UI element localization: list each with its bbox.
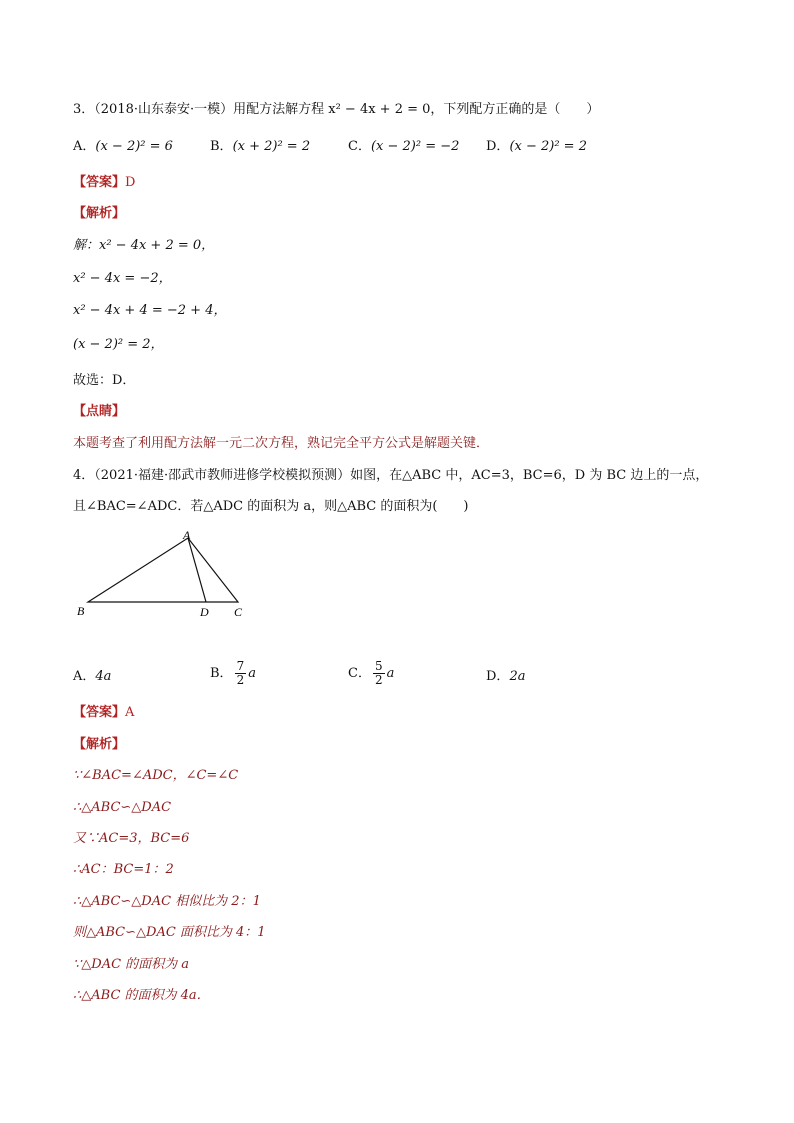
fraction: $\frac{7}{2}$ [236,659,245,687]
triangle-figure [70,530,270,620]
q4-analysis-tag: 【解析】 [73,737,126,752]
q3-option-c[interactable]: C．(x − 2)² = −2 [348,139,460,154]
q4-stem-line2: 且∠BAC=∠ADC．若△ADC 的面积为 a，则△ABC 的面积为( ) [73,499,469,514]
q3-step: 解：x² − 4x + 2 = 0， [73,238,215,253]
q3-analysis-tag: 【解析】 [73,206,126,221]
triangle-abc [88,538,238,602]
q3-step: (x − 2)² = 2， [73,337,164,352]
q4-step: ∴AC：BC=1：2 [73,862,174,877]
segment-ad [188,538,206,602]
q3-comment: 本题考查了利用配方法解一元二次方程，熟记完全平方公式是解题关键． [73,436,490,451]
q4-step: 又∵AC=3，BC=6 [73,831,190,846]
q3-step: 故选：D． [73,373,136,388]
q3-option-b[interactable]: B．(x + 2)² = 2 [210,139,311,154]
vertex-label-c: C [234,605,243,619]
q4-step: ∴△ABC∽△DAC [73,800,172,815]
q4-answer-line: 【答案】A [73,705,135,720]
q3-comment-tag: 【点睛】 [73,404,126,419]
q4-option-c[interactable]: C． $\frac{5}{2}$ a [348,659,395,687]
vertex-label-b: B [77,604,85,618]
q3-option-d[interactable]: D．(x − 2)² = 2 [486,139,587,154]
q4-step: ∵∠BAC=∠ADC，∠C=∠C [73,768,239,783]
q4-step: 则△ABC∽△DAC 面积比为 4：1 [73,925,266,940]
q3-stem: 3．（2018·山东泰安·一模）用配方法解方程 x² − 4x + 2 = 0，下列配方正确的是（ ） [73,102,600,117]
q4-step: ∵△DAC 的面积为 a [73,957,190,972]
fraction: $\frac{5}{2}$ [374,659,383,687]
q4-option-a[interactable]: A．4a [73,669,112,684]
q4-step: ∴△ABC 的面积为 4a． [73,988,210,1003]
q3-option-a[interactable]: A．(x − 2)² = 6 [73,139,173,154]
q3-step: x² − 4x + 4 = −2 + 4， [73,303,227,318]
q4-step: ∴△ABC∽△DAC 相似比为 2：1 [73,894,261,909]
q3-step: x² − 4x = −2， [73,271,172,286]
vertex-label-d: D [200,605,209,619]
q3-answer-line: 【答案】D [73,175,136,190]
q4-option-b[interactable]: B． $\frac{7}{2}$ a [210,659,256,687]
q4-option-d[interactable]: D．2a [486,669,526,684]
vertex-label-a: A [183,530,191,542]
q4-stem-line1: 4．（2021·福建·邵武市教师进修学校模拟预测）如图，在△ABC 中，AC=3，BC=6，D 为 BC 边上的一点， [73,468,709,483]
